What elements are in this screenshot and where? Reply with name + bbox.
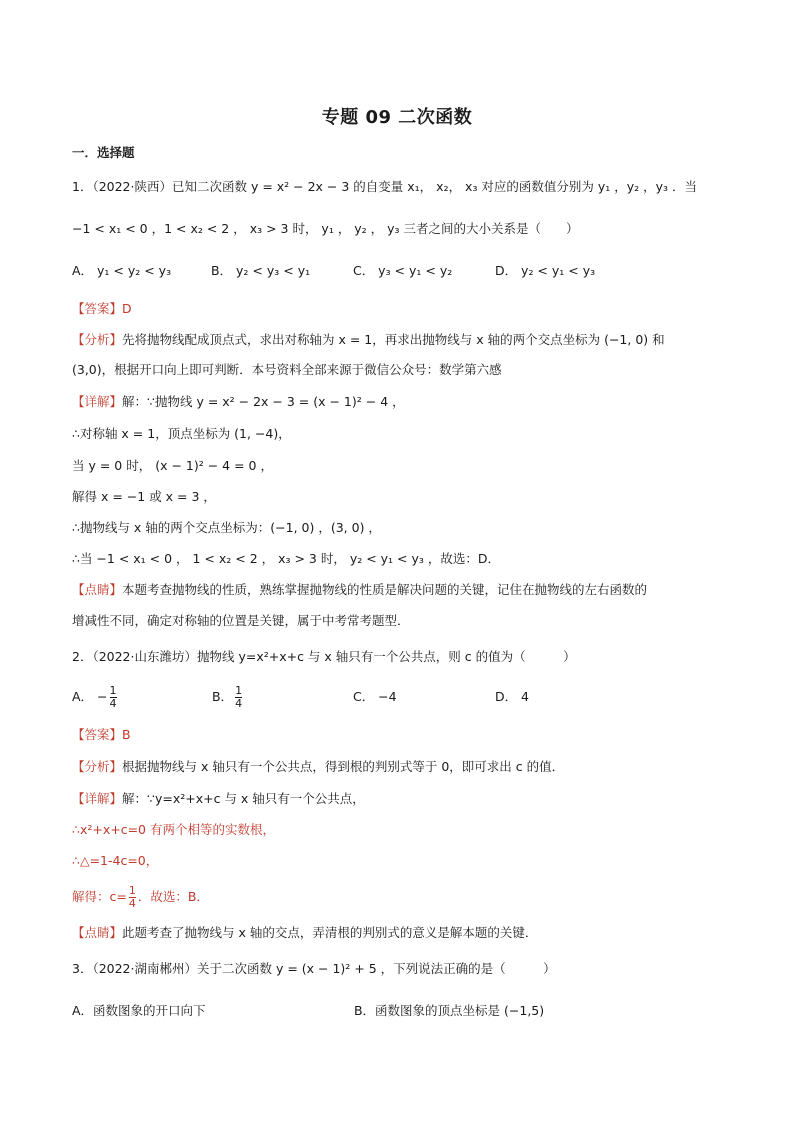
q2-analysis: 【分析】根据抛物线与 x 轴只有一个公共点，得到根的判别式等于 0，即可求出 c 的值．	[72, 759, 565, 774]
q2-detail-line3: ∴△=1-4c=0，	[72, 853, 159, 868]
q1-detail-line2: ∴对称轴 x = 1，顶点坐标为 (1, −4)，	[72, 426, 291, 441]
q1-option-d: D． y₂ < y₁ < y₃	[494, 263, 596, 278]
q1-stem-line1: 1．（2022·陕西）已知二次函数 y = x² − 2x − 3 的自变量 x₁， x₂， x₃ 对应的函数值分别为 y₁ ，y₂ ，y₃ ．当	[72, 179, 698, 194]
q1-answer	[72, 300, 722, 318]
q3-stem: 3．（2022·湖南郴州）关于二次函数 y = (x − 1)² + 5 ，下列说法正确的是（ ）	[72, 961, 556, 976]
fraction: $\frac{1}{4}$	[235, 684, 243, 710]
page-title: 专题 09 二次函数	[321, 107, 473, 128]
q1-detail-line1	[72, 393, 722, 411]
fraction: $\frac{1}{4}$	[128, 884, 136, 910]
q2-comment: 【点睛】此题考查了抛物线与 x 轴的交点，弄清根的判别式的意义是解本题的关键．	[72, 925, 538, 940]
q1-detail-line6: ∴当 −1 < x₁ < 0 ， 1 < x₂ < 2 ， x₃ > 3 时， y₂ < y₁ < y₃ ，故选：D．	[72, 551, 500, 566]
q2-option-a: A． − $\frac{1}{4}$	[72, 684, 117, 710]
q3-option-b: B．函数图象的顶点坐标是 (−1,5)	[353, 1003, 545, 1018]
q2-option-b: B． $\frac{1}{4}$	[211, 684, 243, 710]
q2-stem: 2．（2022·山东潍坊）抛物线 y=x²+x+c 与 x 轴只有一个公共点，则 c 的值为（ ）	[72, 649, 576, 664]
q1-comment-line2: 增减性不同，确定对称轴的位置是关键，属于中考常考题型．	[72, 613, 410, 628]
answer-value: D	[122, 301, 132, 316]
q2-detail-line2: ∴x²+x+c=0 有两个相等的实数根，	[72, 822, 275, 837]
q1-stem-line2: −1 < x₁ < 0 ，1 < x₂ < 2 ， x₃ > 3 时， y₁ ， y₂ ， y₃ 三者之间的大小关系是（ ）	[72, 221, 579, 236]
detail-tag: 【详解】	[72, 394, 123, 409]
q2-answer: 【答案】B	[72, 727, 131, 742]
q2-option-c: C． −4	[352, 689, 397, 704]
comment-tag: 【点睛】	[72, 582, 123, 597]
q1-detail-line4: 解得 x = −1 或 x = 3 ，	[72, 489, 216, 504]
analysis-text: 先将抛物线配成顶点式，求出对称轴为 x = 1，再求出抛物线与 x 轴的两个交点坐标为 (−1, 0) 和	[122, 332, 665, 347]
q1-option-a: A． y₁ < y₂ < y₃	[72, 263, 172, 278]
q1-option-c: C． y₃ < y₁ < y₂	[352, 263, 453, 278]
q1-options	[72, 262, 722, 280]
q1-detail-line5: ∴抛物线与 x 轴的两个交点坐标为：(−1, 0) ，(3, 0) ，	[72, 520, 381, 535]
q3-options	[72, 1002, 722, 1020]
answer-tag: 【答案】	[72, 301, 123, 316]
q2-detail-line1: 【详解】解：∵y=x²+x+c 与 x 轴只有一个公共点，	[72, 791, 365, 806]
fraction: $\frac{1}{4}$	[109, 684, 117, 710]
analysis-tag: 【分析】	[72, 332, 123, 347]
q2-options	[72, 682, 722, 712]
q1-analysis-line2: (3,0)，根据开口向上即可判断．本号资料全部来源于微信公众号：数学第六感	[72, 362, 502, 377]
detail-text: 解：∵抛物线 y = x² − 2x − 3 = (x − 1)² − 4 ，	[122, 394, 405, 409]
q1-analysis-line1	[72, 331, 722, 349]
q2-detail-line4: 解得：c= $\frac{1}{4}$ ．故选：B．	[72, 884, 209, 910]
q1-option-b: B． y₂ < y₃ < y₁	[210, 263, 311, 278]
section-heading: 一．选择题	[72, 145, 135, 160]
q1-detail-line3: 当 y = 0 时， (x − 1)² − 4 = 0 ，	[72, 458, 273, 473]
q3-option-a: A．函数图象的开口向下	[72, 1003, 206, 1018]
comment-text: 本题考查抛物线的性质，熟练掌握抛物线的性质是解决问题的关键，记住在抛物线的左右函数的	[122, 582, 648, 597]
q2-option-d: D． 4	[494, 689, 530, 704]
q1-comment-line1	[72, 581, 722, 599]
